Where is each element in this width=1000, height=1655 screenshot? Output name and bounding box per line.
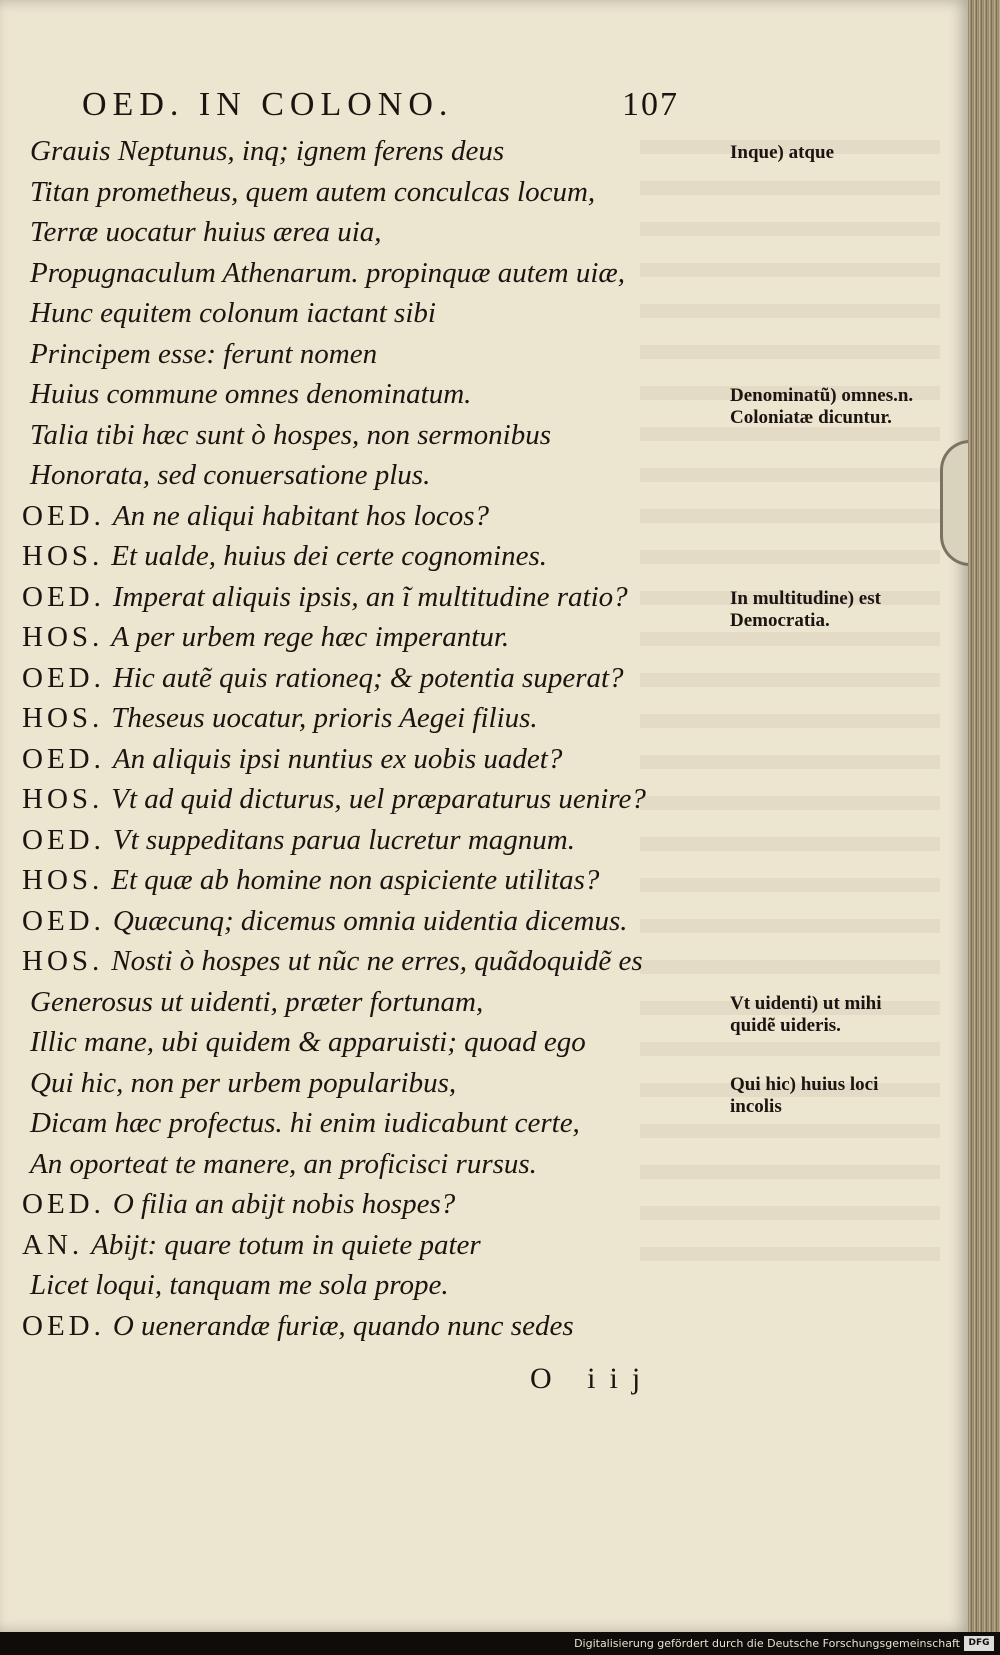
- footer-credit: Digitalisierung gefördert durch die Deutsche Forschungsgemeinschaft: [574, 1637, 960, 1650]
- show-through-mark: [640, 263, 940, 277]
- speaker-label: OED.: [22, 823, 105, 856]
- page-number: 107: [622, 86, 679, 123]
- line-text: Qui hic, non per urbem popularibus,: [30, 1066, 457, 1099]
- verse-line: [22, 699, 538, 737]
- show-through-mark: [640, 1206, 940, 1220]
- verse-line: [22, 1185, 455, 1223]
- line-text: Vt ad quid dicturus, uel præparaturus uenire?: [111, 783, 646, 815]
- line-text: Vt suppeditans parua lucretur magnum.: [112, 823, 575, 856]
- line-text: Theseus uocatur, prioris Aegei filius.: [111, 702, 538, 734]
- margin-note: Vt uidenti) ut mihi quidẽ uideris.: [730, 992, 882, 1036]
- line-text: An oporteat te manere, an proficisci rursus.: [30, 1147, 537, 1180]
- margin-note: Inque) atque: [730, 142, 834, 163]
- line-text: Licet loqui, tanquam me sola prope.: [30, 1269, 449, 1301]
- running-title: OED. IN COLONO.: [82, 86, 454, 123]
- show-through-mark: [640, 1165, 940, 1179]
- verse-line: [22, 821, 575, 859]
- line-text: O uenerandæ furiæ, quando nunc sedes: [112, 1309, 574, 1342]
- line-text: Talia tibi hæc sunt ò hospes, non sermonibus: [30, 418, 551, 451]
- show-through-mark: [640, 755, 940, 769]
- verse-line: [30, 416, 551, 454]
- verse-line: [22, 861, 599, 899]
- speaker-label: HOS.: [22, 702, 104, 734]
- show-through-mark: [640, 837, 940, 851]
- speaker-label: OED.: [22, 904, 105, 937]
- line-text: Terræ uocatur huius ærea uia,: [30, 216, 382, 248]
- verse-line: [30, 1023, 586, 1061]
- speaker-label: AN.: [22, 1228, 84, 1261]
- show-through-mark: [640, 345, 940, 359]
- verse-line: [30, 983, 483, 1021]
- running-header: [82, 86, 682, 126]
- show-through-mark: [640, 222, 940, 236]
- verse-line: [30, 254, 625, 292]
- verse-line: [30, 335, 377, 373]
- verse-line: [30, 132, 504, 170]
- line-text: Hic autẽ quis rationeq; & potentia superat?: [112, 661, 624, 694]
- speaker-label: OED.: [22, 1309, 105, 1342]
- show-through-mark: [640, 1124, 940, 1138]
- line-text: An ne aliqui habitant hos locos?: [112, 499, 490, 532]
- verse-line: [22, 537, 547, 575]
- line-text: Honorata, sed conuersatione plus.: [30, 459, 431, 491]
- show-through-mark: [640, 714, 940, 728]
- verse-line: [30, 294, 436, 332]
- verse-line: [30, 173, 595, 211]
- line-text: Imperat aliquis ipsis, an ĩ multitudine ratio?: [112, 580, 628, 613]
- show-through-mark: [640, 181, 940, 195]
- verse-line: [30, 456, 430, 494]
- line-text: Principem esse: ferunt nomen: [30, 337, 378, 370]
- speaker-label: OED.: [22, 499, 105, 532]
- show-through-mark: [640, 468, 940, 482]
- line-text: Nosti ò hospes ut nũc ne erres, quãdoquidẽ es: [111, 945, 643, 977]
- verse-line: [22, 902, 628, 940]
- speaker-label: HOS.: [22, 945, 104, 977]
- margin-note: Denominatũ) omnes.n. Coloniatæ dicuntur.: [730, 385, 914, 428]
- line-text: Propugnaculum Athenarum. propinquæ autem uiæ,: [30, 256, 626, 289]
- verse-line: [22, 740, 562, 778]
- show-through-mark: [640, 878, 940, 892]
- show-through-mark: [640, 673, 940, 687]
- verse-line: [22, 1226, 481, 1264]
- margin-note: Qui hic) huius loci incolis: [730, 1073, 879, 1117]
- line-text: Generosus ut uidenti, præter fortunam,: [30, 985, 484, 1018]
- verse-line: [30, 1145, 537, 1183]
- show-through-mark: [640, 304, 940, 318]
- speaker-label: HOS.: [22, 540, 104, 572]
- speaker-label: OED.: [22, 742, 105, 775]
- footer-bar: [0, 1632, 1000, 1655]
- verse-line: [30, 1064, 456, 1102]
- show-through-mark: [640, 427, 940, 441]
- show-through-mark: [640, 509, 940, 523]
- show-through-mark: [640, 550, 940, 564]
- show-through-mark: [640, 919, 940, 933]
- show-through-mark: [640, 1247, 940, 1261]
- line-text: Abijt: quare totum in quiete pater: [91, 1228, 481, 1261]
- line-text: Et ualde, huius dei certe cognomines.: [111, 540, 547, 572]
- line-text: Huius commune omnes denominatum.: [30, 378, 472, 410]
- verse-line: [30, 1104, 580, 1142]
- show-through-mark: [640, 960, 940, 974]
- speaker-label: HOS.: [22, 783, 104, 815]
- signature-mark: O iij: [530, 1362, 655, 1395]
- verse-line: [22, 659, 624, 697]
- line-text: An aliquis ipsi nuntius ex uobis uadet?: [112, 742, 563, 775]
- speaker-label: HOS.: [22, 621, 104, 653]
- line-text: Dicam hæc profectus. hi enim iudicabunt certe,: [30, 1107, 580, 1139]
- line-text: Quæcunq; dicemus omnia uidentia dicemus.: [112, 904, 628, 937]
- verse-line: [30, 375, 471, 413]
- verse-line: [22, 1307, 574, 1345]
- dfg-logo-icon: DFG: [964, 1636, 994, 1651]
- verse-line: [22, 578, 628, 616]
- speaker-label: OED.: [22, 1188, 105, 1220]
- line-text: Et quæ ab homine non aspiciente utilitas?: [111, 864, 600, 896]
- verse-line: [22, 618, 509, 656]
- speaker-label: OED.: [22, 580, 105, 613]
- line-text: Illic mane, ubi quidem & apparuisti; quoad ego: [30, 1026, 586, 1058]
- line-text: A per urbem rege hæc imperantur.: [111, 621, 510, 653]
- verse-line: [30, 213, 382, 251]
- show-through-mark: [640, 1042, 940, 1056]
- speaker-label: OED.: [22, 661, 105, 694]
- speaker-label: HOS.: [22, 864, 104, 896]
- page-edges: [968, 0, 1000, 1632]
- show-through-mark: [640, 796, 940, 810]
- verse-line: [30, 1266, 449, 1304]
- line-text: O filia an abijt nobis hospes?: [112, 1188, 456, 1220]
- line-text: Titan prometheus, quem autem conculcas locum,: [30, 175, 596, 208]
- margin-note: In multitudine) est Democratia.: [730, 587, 881, 631]
- verse-line: [22, 497, 489, 535]
- show-through-mark: [640, 632, 940, 646]
- line-text: Grauis Neptunus, inq; ignem ferens deus: [30, 135, 505, 167]
- verse-line: [22, 780, 646, 818]
- verse-line: [22, 942, 643, 980]
- line-text: Hunc equitem colonum iactant sibi: [30, 297, 436, 329]
